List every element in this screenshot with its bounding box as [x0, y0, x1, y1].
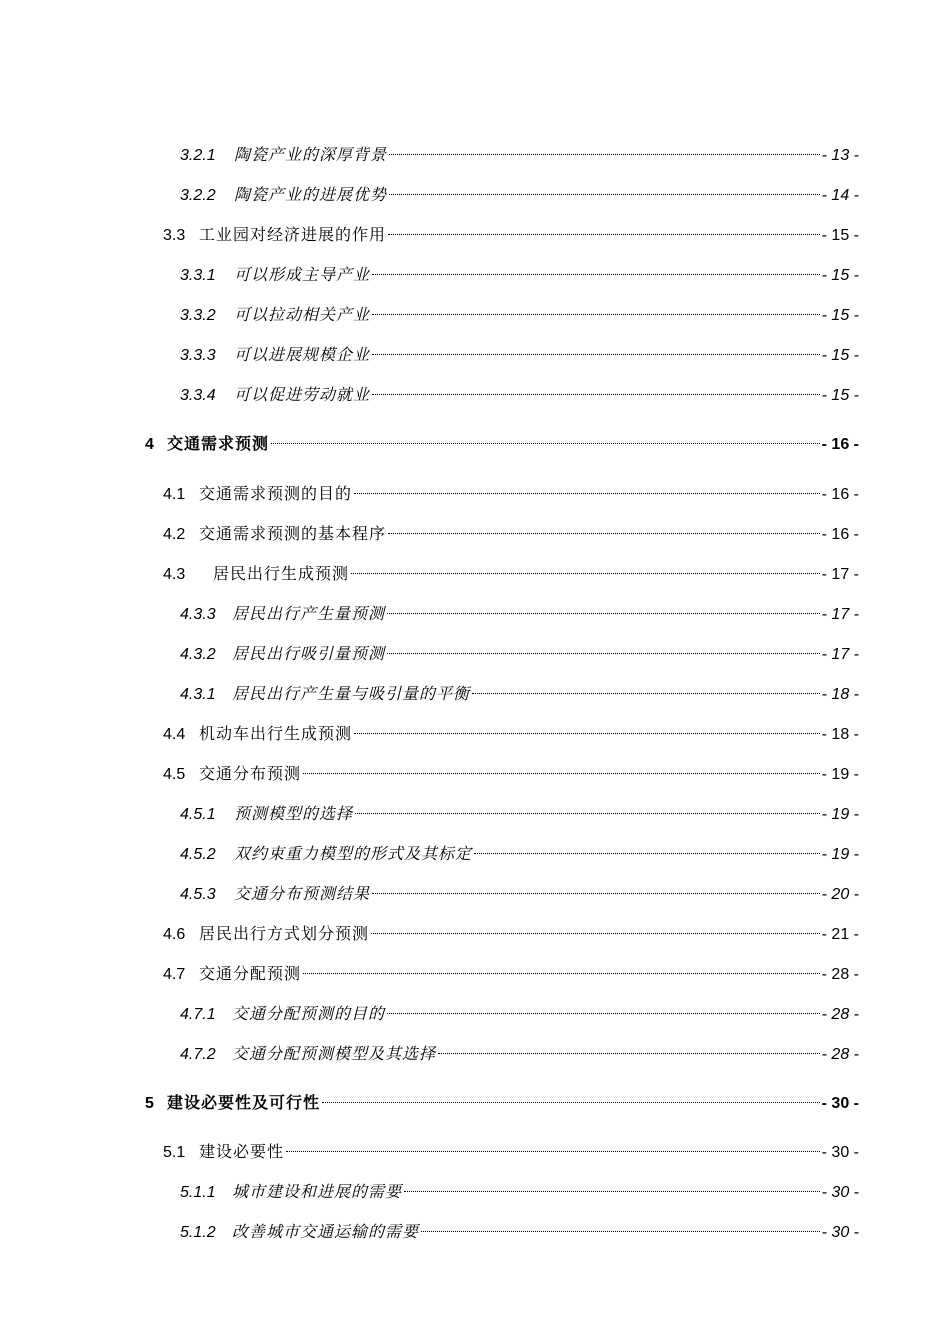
dot-leader	[322, 1084, 820, 1108]
toc-entry-number: 5	[145, 1095, 154, 1112]
toc-entry-number: 4.5.1	[180, 806, 216, 823]
toc-entry[interactable]	[0, 915, 950, 943]
dot-leader	[355, 795, 820, 819]
toc-entry-page: - 17 -	[821, 646, 859, 663]
toc-entry-page: - 17 -	[821, 606, 859, 623]
toc-entry-title: 交通分布预测	[199, 764, 302, 783]
toc-entry-number: 3.3.2	[180, 307, 216, 324]
toc-entry-number: 5.1.2	[180, 1224, 216, 1241]
toc-entry-number: 3.3.3	[180, 347, 216, 364]
dot-leader	[438, 1035, 820, 1059]
toc-entry[interactable]	[0, 515, 950, 543]
dot-leader	[354, 715, 820, 739]
dot-leader	[389, 136, 820, 160]
toc-entry-page: - 21 -	[821, 926, 859, 943]
toc-entry-title: 居民出行生成预测	[213, 564, 350, 583]
toc-entry-page: - 15 -	[821, 267, 859, 284]
toc-entry-number: 4.4	[163, 726, 186, 743]
toc-entry-page: - 16 -	[821, 526, 859, 543]
toc-entry-page: - 30 -	[821, 1144, 859, 1161]
dot-leader	[387, 995, 820, 1019]
toc-entry-number: 4.5	[163, 766, 186, 783]
toc-entry-title: 交通需求预测的目的	[199, 484, 353, 503]
dot-leader	[387, 635, 820, 659]
toc-entry[interactable]	[0, 1213, 950, 1241]
toc-entry-title: 建设必要性及可行性	[167, 1093, 321, 1112]
toc-entry-page: - 19 -	[821, 806, 859, 823]
toc-entry-title: 居民出行方式划分预测	[199, 924, 370, 943]
toc-entry-title: 居民出行吸引量预测	[232, 644, 386, 663]
dot-leader	[372, 336, 820, 360]
dot-leader	[388, 216, 820, 240]
toc-entry-page: - 14 -	[821, 187, 859, 204]
toc-entry-page: - 28 -	[821, 1046, 859, 1063]
toc-entry-page: - 17 -	[821, 566, 859, 583]
dot-leader	[372, 875, 820, 899]
toc-entry-page: - 16 -	[821, 436, 859, 453]
toc-entry-title: 交通分配预测模型及其选择	[232, 1044, 437, 1063]
toc-entry-title: 居民出行产生量与吸引量的平衡	[232, 684, 471, 703]
toc-entry-title: 预测模型的选择	[234, 804, 354, 823]
toc-entry[interactable]	[0, 755, 950, 783]
toc-entry-title: 城市建设和进展的需要	[232, 1182, 403, 1201]
toc-entry-page: - 19 -	[821, 766, 859, 783]
toc-entry[interactable]	[0, 176, 950, 204]
toc-entry-title: 可以进展规模企业	[234, 345, 371, 364]
toc-entry-page: - 20 -	[821, 886, 859, 903]
toc-entry-page: - 28 -	[821, 966, 859, 983]
toc-entry-page: - 15 -	[821, 307, 859, 324]
dot-leader	[303, 955, 820, 979]
dot-leader	[371, 915, 820, 939]
toc-entry-page: - 13 -	[821, 147, 859, 164]
dot-leader	[474, 835, 820, 859]
toc-entry-number: 4.3.3	[180, 606, 216, 623]
toc-entry-page: - 15 -	[821, 387, 859, 404]
toc-entry[interactable]	[0, 635, 950, 663]
toc-entry[interactable]	[0, 715, 950, 743]
toc-entry-title: 交通分布预测结果	[234, 884, 371, 903]
toc-entry-page: - 30 -	[821, 1095, 859, 1112]
toc-entry[interactable]	[0, 835, 950, 863]
toc-entry-title: 工业园对经济进展的作用	[199, 225, 387, 244]
toc-entry[interactable]	[0, 1133, 950, 1161]
dot-leader	[404, 1173, 820, 1197]
toc-entry-title: 交通分配预测的目的	[232, 1004, 386, 1023]
toc-entry-page: - 18 -	[821, 726, 859, 743]
toc-entry-number: 4.2	[163, 526, 186, 543]
dot-leader	[472, 675, 820, 699]
toc-entry[interactable]	[0, 136, 950, 164]
toc-entry[interactable]	[0, 336, 950, 364]
toc-entry-number: 4.3.1	[180, 686, 216, 703]
dot-leader	[354, 475, 820, 499]
toc-entry-number: 5.1.1	[180, 1184, 216, 1201]
toc-entry-title: 建设必要性	[199, 1142, 285, 1161]
toc-entry-title: 可以拉动相关产业	[234, 305, 371, 324]
toc-entry-title: 双约束重力模型的形式及其标定	[234, 844, 473, 863]
toc-entry-page: - 30 -	[821, 1224, 859, 1241]
toc-entry-number: 4.7	[163, 966, 186, 983]
dot-leader	[387, 595, 820, 619]
toc-entry-title: 交通需求预测	[167, 434, 270, 453]
toc-entry-number: 4.7.2	[180, 1046, 216, 1063]
dot-leader	[372, 256, 820, 280]
dot-leader	[351, 555, 820, 579]
toc-entry-number: 3.3.1	[180, 267, 216, 284]
toc-entry-page: - 18 -	[821, 686, 859, 703]
toc-entry-number: 4.3.2	[180, 646, 216, 663]
toc-entry-title: 机动车出行生成预测	[199, 724, 353, 743]
toc-entry-number: 5.1	[163, 1144, 186, 1161]
toc-entry-page: - 16 -	[821, 486, 859, 503]
toc-entry-number: 4	[145, 436, 154, 453]
toc-entry[interactable]	[0, 376, 950, 404]
toc-entry-title: 可以形成主导产业	[234, 265, 371, 284]
toc-entry-number: 3.3	[163, 227, 186, 244]
toc-entry-page: - 15 -	[821, 347, 859, 364]
dot-leader	[303, 755, 820, 779]
toc-entry[interactable]	[0, 256, 950, 284]
toc-entry-page: - 15 -	[821, 227, 859, 244]
toc-entry[interactable]	[0, 595, 950, 623]
toc-entry[interactable]	[0, 955, 950, 983]
toc-entry[interactable]	[0, 296, 950, 324]
toc-entry[interactable]	[0, 675, 950, 703]
dot-leader	[421, 1213, 820, 1237]
dot-leader	[271, 425, 820, 449]
toc-entry-page: - 30 -	[821, 1184, 859, 1201]
toc-entry[interactable]	[0, 555, 950, 583]
toc-entry-title: 居民出行产生量预测	[232, 604, 386, 623]
toc-entry-title: 陶瓷产业的深厚背景	[234, 145, 388, 164]
dot-leader	[372, 376, 820, 400]
toc-entry[interactable]	[0, 1035, 950, 1063]
toc-entry-page: - 28 -	[821, 1006, 859, 1023]
toc-entry-number: 4.6	[163, 926, 186, 943]
toc-entry-title: 改善城市交通运输的需要	[232, 1222, 420, 1241]
toc-entry-number: 4.5.3	[180, 886, 216, 903]
toc-entry[interactable]	[0, 995, 950, 1023]
toc-entry-number: 3.2.1	[180, 147, 216, 164]
toc-chapter-entry[interactable]	[0, 425, 950, 453]
dot-leader	[286, 1133, 820, 1157]
toc-entry-number: 4.3	[163, 566, 186, 583]
toc-entry-title: 陶瓷产业的进展优势	[234, 185, 388, 204]
toc-entry-title: 交通需求预测的基本程序	[199, 524, 387, 543]
toc-entry[interactable]	[0, 216, 950, 244]
dot-leader	[388, 515, 820, 539]
toc-entry-page: - 19 -	[821, 846, 859, 863]
toc-entry[interactable]	[0, 1173, 950, 1201]
toc-entry-title: 交通分配预测	[199, 964, 302, 983]
dot-leader	[389, 176, 820, 200]
toc-entry-title: 可以促进劳动就业	[234, 385, 371, 404]
toc-entry-number: 3.2.2	[180, 187, 216, 204]
dot-leader	[372, 296, 820, 320]
toc-entry[interactable]	[0, 875, 950, 903]
toc-chapter-entry[interactable]	[0, 1084, 950, 1112]
toc-entry[interactable]	[0, 475, 950, 503]
toc-entry-number: 4.1	[163, 486, 186, 503]
toc-entry-number: 3.3.4	[180, 387, 216, 404]
toc-entry[interactable]	[0, 795, 950, 823]
toc-entry-number: 4.5.2	[180, 846, 216, 863]
toc-entry-number: 4.7.1	[180, 1006, 216, 1023]
